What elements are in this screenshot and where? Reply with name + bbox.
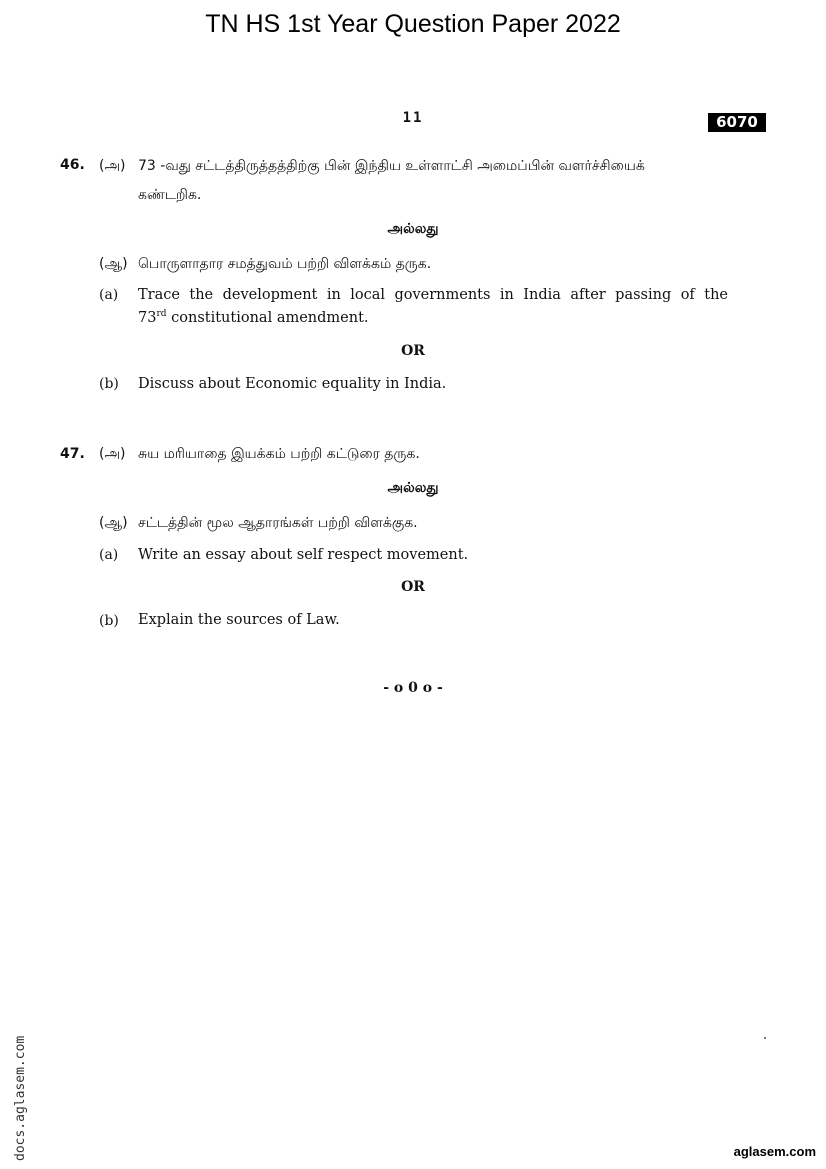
tamil-or-separator: அல்லது [387,221,439,237]
english-option-a-line1: Trace the development in local governments in India after passing of the [138,287,728,303]
question-number: 46. [60,157,85,173]
english-or-separator: OR [401,579,425,595]
question-number: 47. [60,446,85,462]
end-of-paper-mark: - o 0 o - [383,680,443,696]
option-marker: (a) [99,547,119,563]
english-option-b: Explain the sources of Law. [138,612,340,628]
english-or-separator: OR [401,343,425,359]
ordinal-suffix: rd [156,309,167,320]
tamil-option-a-line1: 73 -வது சட்டத்திருத்தத்திற்கு பின் இந்திய உள்ளாட்சி அமைப்பின் வளர்ச்சியைக் [138,158,645,174]
paper-code-badge: 6070 [708,113,766,132]
scan-dot [764,1037,766,1039]
site-mark: aglasem.com [733,1144,816,1159]
option-marker: (அ) [99,158,126,174]
page-title: TN HS 1st Year Question Paper 2022 [205,10,621,38]
english-option-b: Discuss about Economic equality in India. [138,376,447,392]
tamil-or-separator: அல்லது [387,480,439,496]
watermark: docs.aglasem.com [13,1035,28,1161]
page-number: 11 [402,110,424,126]
tamil-option-a-line2: கண்டறிக. [138,187,202,203]
english-option-a-line2 [138,307,369,330]
amendment-text: constitutional amendment. [166,310,369,326]
option-marker: (ஆ) [99,256,128,272]
tamil-option-b: பொருளாதார சமத்துவம் பற்றி விளக்கம் தருக. [138,256,432,272]
option-marker: (ஆ) [99,515,128,531]
tamil-option-b: சட்டத்தின் மூல ஆதாரங்கள் பற்றி விளக்குக. [138,515,418,531]
option-marker: (a) [99,287,119,303]
option-marker: (அ) [99,446,126,462]
option-marker: (b) [99,613,119,629]
amendment-number: 73 [138,310,157,326]
option-marker: (b) [99,376,119,392]
english-option-a: Write an essay about self respect movement. [138,547,469,563]
tamil-option-a: சுய மரியாதை இயக்கம் பற்றி கட்டுரை தருக. [138,446,420,462]
